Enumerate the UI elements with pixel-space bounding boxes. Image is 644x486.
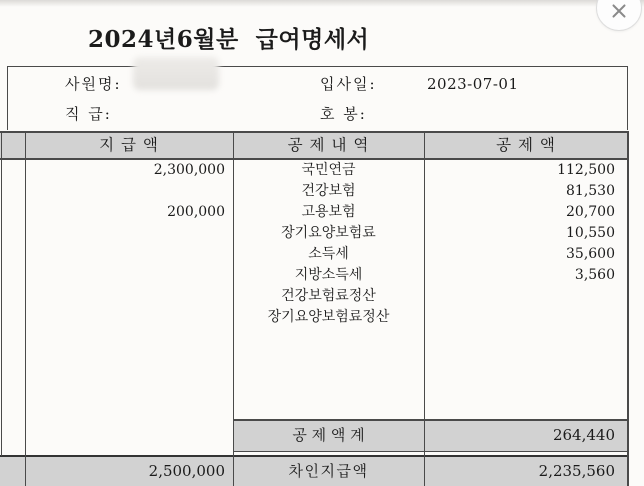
header-deduction-amount: 공 제 액 — [496, 136, 556, 154]
position-label: 직 급: — [65, 105, 112, 123]
photo-top-edge — [0, 0, 644, 7]
deduction-item-cell: 건강보험료정산 — [281, 288, 376, 304]
deduction-item-cell: 장기요양보험료 — [281, 225, 376, 241]
column-divider — [233, 131, 234, 486]
deduction-total-amount: 264,440 — [552, 426, 615, 444]
table-left-border — [1, 131, 2, 456]
net-row-top-border — [0, 455, 628, 457]
pay-total-amount: 2,500,000 — [148, 462, 225, 480]
deduction-item-cell: 소득세 — [308, 246, 349, 262]
deduction-amount-cell: 3,560 — [574, 267, 615, 283]
deduction-item-cell: 지방소득세 — [294, 267, 363, 283]
table-top-border — [0, 131, 628, 133]
deduction-item-cell: 국민연금 — [301, 162, 356, 178]
close-button[interactable] — [596, 0, 642, 31]
hire-date-label: 입사일: — [320, 75, 377, 93]
redacted-employee-name — [133, 57, 219, 90]
deduction-amount-cell: 20,700 — [566, 204, 615, 220]
pay-amount-cell: 200,000 — [167, 204, 225, 220]
deduction-total-label: 공 제 액 계 — [292, 426, 365, 444]
deduction-item-cell: 건강보험 — [301, 183, 356, 199]
header-bottom-border — [0, 158, 628, 160]
pay-amount-cell: 2,300,000 — [153, 162, 225, 178]
deduction-amount-cell: 112,500 — [557, 162, 615, 178]
table-right-border — [627, 131, 629, 486]
header-deduction-items: 공 제 내 역 — [287, 136, 370, 154]
employee-name-label: 사원명: — [65, 75, 122, 93]
deduction-amount-cell: 35,600 — [566, 246, 615, 262]
close-icon — [608, 0, 630, 26]
column-divider — [424, 131, 425, 486]
column-divider — [25, 131, 26, 486]
deduction-amount-cell: 10,550 — [566, 225, 615, 241]
deduction-item-cell: 장기요양보험료정산 — [267, 309, 390, 325]
net-pay-label: 차인지급액 — [288, 462, 369, 480]
subtotal-top-border — [233, 419, 628, 421]
subtotal-bottom-border — [233, 451, 628, 452]
grade-label: 호 봉: — [320, 105, 367, 123]
net-pay-amount: 2,235,560 — [538, 462, 615, 480]
header-pay-amount: 지 급 액 — [99, 136, 159, 154]
page-title: 2024년6월분 급여명세서 — [88, 26, 370, 53]
deduction-item-cell: 고용보험 — [301, 204, 356, 220]
deduction-amount-cell: 81,530 — [566, 183, 615, 199]
hire-date-value: 2023-07-01 — [427, 75, 519, 93]
